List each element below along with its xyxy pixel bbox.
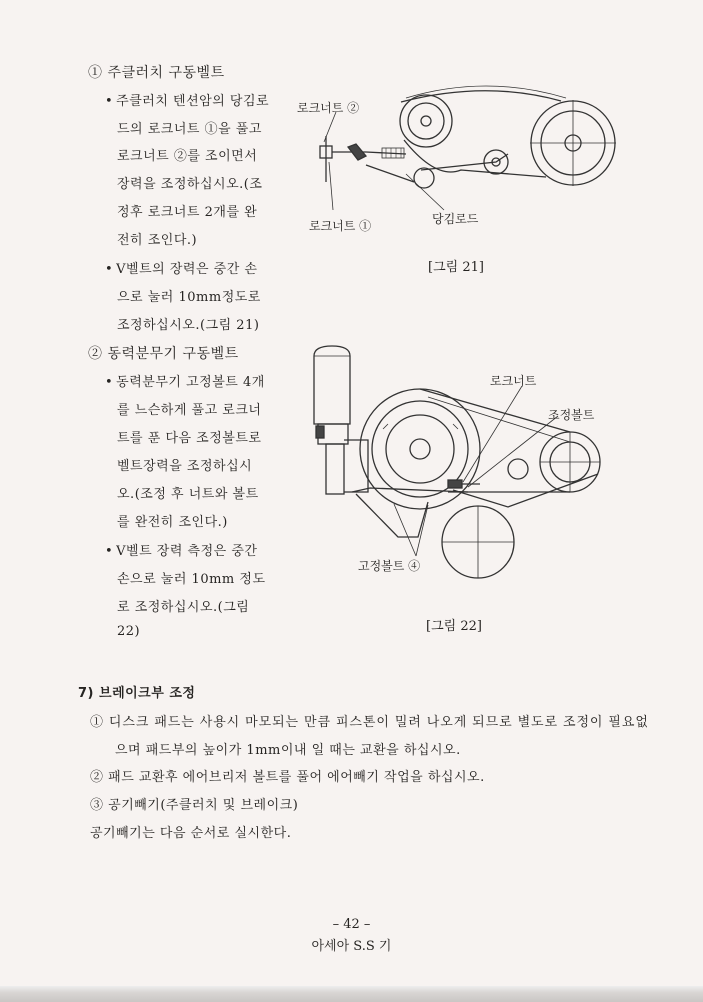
section-7-heading: 7) 브레이크부 조정 [78,686,196,701]
item2-bullet1-line1: • 동력분무기 고정볼트 4개 [105,371,265,390]
item1-bullet2-line2: 으로 눌러 10mm정도로 [117,290,261,305]
footer-company: 아세아 S.S 기 [311,939,392,954]
figure-21-caption: [그림 21] [428,260,484,275]
figure-22-caption: [그림 22] [426,619,482,634]
figure-22-belt-diagram [308,342,608,592]
item1-bullet2-line3: 조정하십시오.(그림 21) [117,318,260,333]
item1-bullet1-line6: 전히 조인다.) [117,233,198,248]
item2-heading: ② 동력분무기 구동벨트 [88,346,239,362]
item1-bullet1-line3: 로크너트 ②를 조이면서 [117,149,258,164]
item2-bullet2-line4: 22) [117,624,141,639]
section-7-note: 공기빼기는 다음 순서로 실시한다. [90,826,292,841]
section-7-item3: ③ 공기빼기(주클러치 및 브레이크) [90,798,299,813]
item1-bullet2-line1: • V벨트의 장력은 중간 손 [105,258,257,277]
item2-bullet2-line1: • V벨트 장력 측정은 중간 [105,540,257,559]
item2-bullet1-line6: 를 완전히 조인다.) [117,515,228,530]
item2-bullet1-line3: 트를 푼 다음 조정볼트로 [117,431,262,446]
fig22-label-fix-bolt: 고정볼트 ④ [358,559,421,573]
item1-heading: ① 주클러치 구동벨트 [88,65,225,81]
item1-bullet1-line5: 정후 로크너트 2개를 완 [117,205,258,220]
item1-bullet1-line2: 드의 로크너트 ①을 풀고 [117,122,262,137]
item2-bullet1-line2: 를 느슨하게 풀고 로크너 [117,403,262,418]
item2-bullet1-line5: 오.(조정 후 너트와 볼트 [117,487,259,502]
item1-bullet1-line1: • 주클러치 텐션암의 당김로 [105,90,269,109]
scan-edge [0,986,703,1002]
item2-bullet2-line3: 로 조정하십시오.(그림 [117,600,250,615]
item2-bullet2-line2: 손으로 눌러 10mm 정도 [117,572,266,587]
section-7-item2: ② 패드 교환후 에어브리저 볼트를 풀어 에어빼기 작업을 하십시오. [90,770,485,785]
fig21-label-locknut2: 로크너트 ② [297,101,360,115]
section-7-item1-line2: 으며 패드부의 높이가 1mm이내 일 때는 교환을 하십시오. [115,743,461,758]
section-7-item1-line1: ① 디스크 패드는 사용시 마모되는 만큼 피스톤이 밀려 나오게 되므로 별도로 조정이 필요없 [90,715,649,730]
fig22-label-adjust-bolt: 조정볼트 [548,408,595,422]
page-number: – 42 – [332,917,371,932]
item2-bullet1-line4: 벨트장력을 조정하십시 [117,459,253,474]
item1-bullet1-line4: 장력을 조정하십시오.(조 [117,177,263,192]
fig21-label-locknut1: 로크너트 ① [309,219,372,233]
fig22-label-locknut: 로크너트 [490,374,537,388]
fig21-label-pullrod: 당김로드 [432,212,479,226]
